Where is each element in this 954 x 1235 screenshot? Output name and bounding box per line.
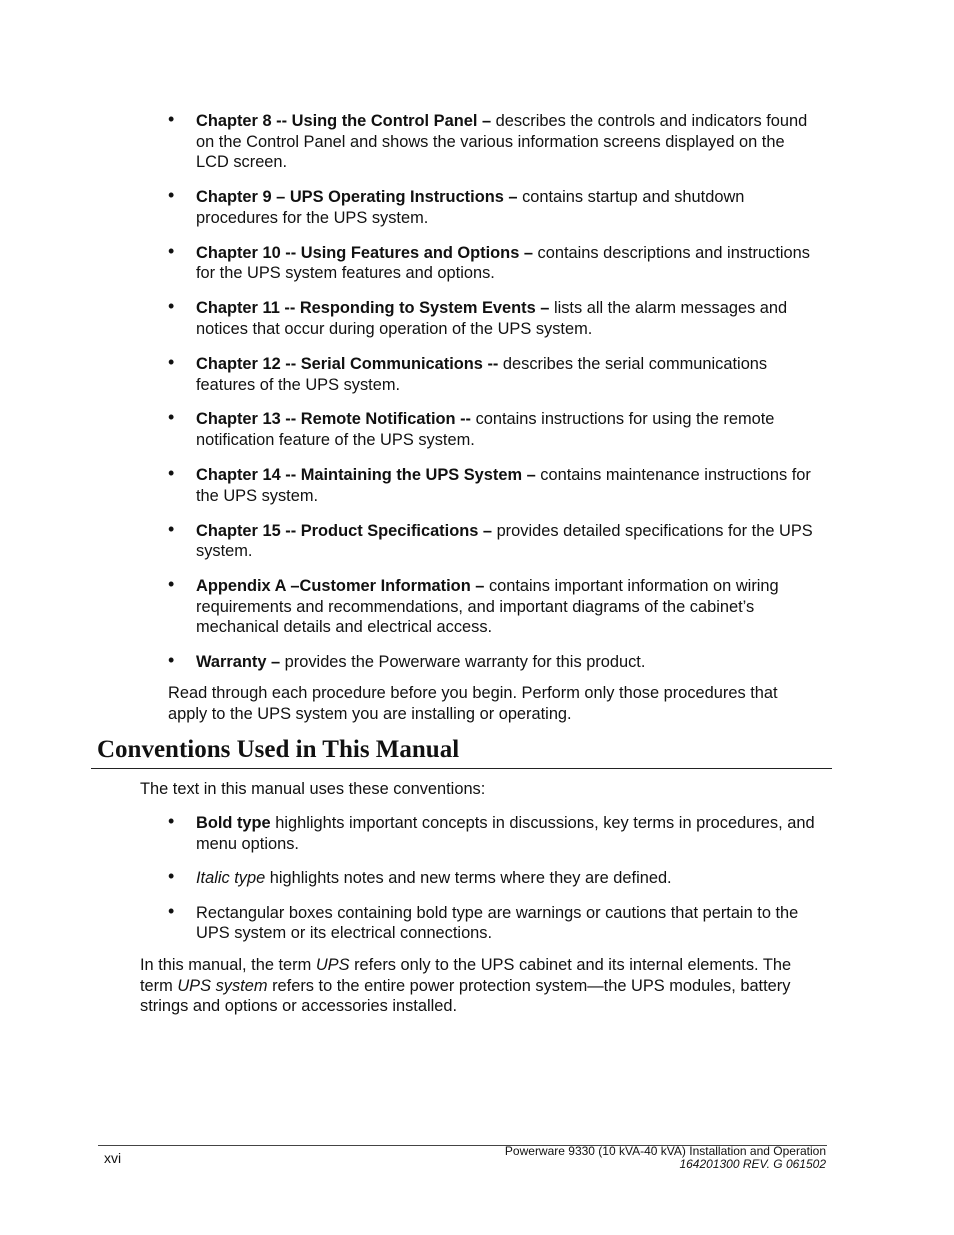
chapter-heading: Chapter 15 -- Product Specifications –	[196, 521, 493, 540]
list-item	[168, 813, 818, 854]
chapter-description: contains maintenance instructions for the UPS system.	[196, 466, 811, 505]
bullet-icon: •	[168, 185, 175, 206]
bullet-icon: •	[168, 900, 175, 921]
chapter-description: provides the Powerware warranty for this product.	[280, 653, 646, 672]
term-ups-system: UPS system	[177, 976, 268, 995]
conventions-intro: The text in this manual uses these conventions:	[140, 780, 486, 798]
chapter-heading: Chapter 11 -- Responding to System Events –	[196, 299, 550, 318]
bullet-icon: •	[168, 866, 175, 887]
closing-text: In this manual, the term	[140, 956, 316, 974]
bold-type-term: Bold type	[196, 814, 271, 832]
chapter-description: contains startup and shutdown procedures for the UPS system.	[196, 188, 745, 227]
conventions-list	[168, 813, 818, 958]
list-item	[168, 518, 818, 562]
chapter-heading: Chapter 8 -- Using the Control Panel –	[196, 112, 492, 130]
chapter-list	[168, 111, 818, 685]
italic-type-description: highlights notes and new terms where they are defined.	[265, 869, 672, 888]
chapter-heading: Warranty –	[196, 653, 281, 672]
chapter-heading: Chapter 9 – UPS Operating Instructions –	[196, 188, 518, 207]
italic-type-term: Italic type	[196, 869, 266, 888]
chapter-description: contains instructions for using the remote notification feature of the UPS system.	[196, 410, 775, 450]
list-item	[168, 652, 818, 673]
footer-info	[505, 1145, 826, 1171]
chapter-heading: Chapter 14 -- Maintaining the UPS System –	[196, 466, 536, 485]
list-item	[168, 187, 818, 228]
list-item	[168, 900, 818, 944]
bullet-icon: •	[168, 351, 175, 372]
bold-type-description: highlights important concepts in discussions, key terms in procedures, and menu options.	[196, 814, 815, 853]
chapter-heading: Appendix A –Customer Information –	[196, 577, 485, 596]
bullet-icon: •	[168, 109, 175, 129]
footer-doc-number: 164201300 REV. G 061502	[679, 1157, 826, 1171]
bullet-icon: •	[168, 650, 175, 671]
list-item	[168, 465, 818, 506]
bullet-icon: •	[168, 574, 175, 595]
chapter-description: describes the serial communications features of the UPS system.	[196, 354, 768, 394]
list-item	[168, 576, 818, 638]
closing-text: refers to the entire power protection system—the UPS modules, battery strings and options or accessories installed.	[140, 976, 791, 1016]
bullet-icon: •	[168, 811, 175, 831]
chapter-heading: Chapter 13 -- Remote Notification --	[196, 410, 472, 429]
bullet-icon: •	[168, 240, 175, 261]
footer-title: Powerware 9330 (10 kVA-40 kVA) Installation and Operation	[504, 1144, 826, 1158]
bullet-icon: •	[168, 296, 175, 317]
chapter-heading: Chapter 10 -- Using Features and Options –	[196, 243, 533, 262]
list-item	[168, 298, 818, 339]
bullet-icon: •	[168, 518, 175, 539]
list-item	[168, 111, 818, 173]
bullet-icon: •	[168, 463, 175, 484]
boxes-description: Rectangular boxes containing bold type are warnings or cautions that pertain to the UPS system or its electrical connections.	[196, 903, 799, 943]
bullet-icon: •	[168, 407, 175, 428]
chapter-description: provides detailed specifications for the UPS system.	[196, 521, 813, 561]
list-item	[168, 868, 818, 889]
read-through-paragraph: Read through each procedure before you begin. Perform only those procedures that apply to the UPS system you are installing or operating.	[168, 684, 778, 723]
chapter-description: lists all the alarm messages and notices that occur during operation of the UPS system.	[196, 299, 788, 338]
closing-text: refers only to the UPS cabinet and its internal elements. The term	[140, 956, 792, 995]
chapter-description: describes the controls and indicators found on the Control Panel and shows the various information screens displayed on the LCD screen.	[196, 112, 808, 172]
term-ups: UPS	[315, 956, 350, 974]
list-item	[168, 409, 818, 450]
page-number: xvi	[104, 1150, 122, 1166]
chapter-description: contains important information on wiring requirements and recommendations, and important diagrams of the cabinet’s mechanical details and electrical access.	[196, 577, 779, 637]
chapter-description: contains descriptions and instructions for the UPS system features and options.	[196, 243, 810, 283]
title-divider	[91, 768, 832, 769]
list-item	[168, 351, 818, 395]
chapter-heading: Chapter 12 -- Serial Communications --	[196, 354, 499, 373]
list-item	[168, 240, 818, 284]
closing-paragraph	[140, 955, 820, 1017]
section-title: Conventions Used in This Manual	[97, 736, 460, 763]
